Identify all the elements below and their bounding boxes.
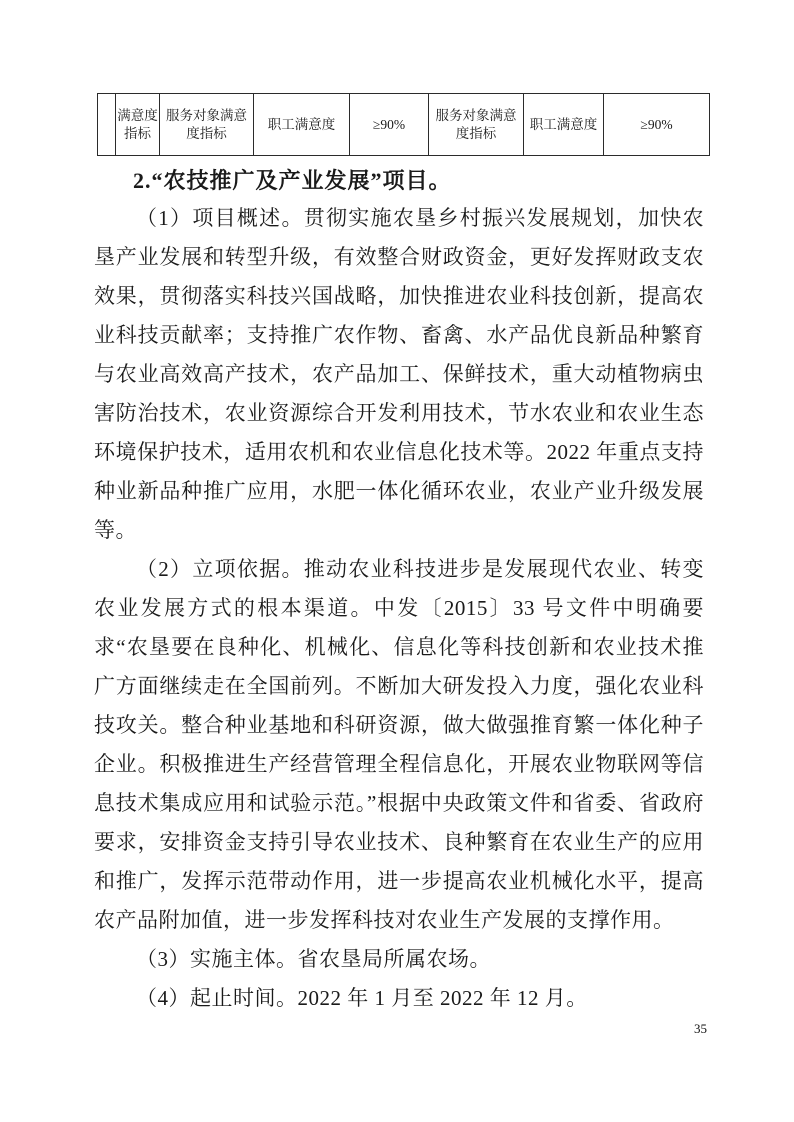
paragraph-time-period: （4）起止时间。2022 年 1 月至 2022 年 12 月。	[136, 986, 588, 1010]
table-row	[98, 94, 710, 156]
table-cell-spacer	[98, 94, 116, 156]
section-heading: 2.“农技推广及产业发展”项目。	[133, 168, 452, 193]
table-cell-satisfaction-indicator: 满意度指标	[116, 94, 160, 156]
table-cell-target-value: ≥90%	[350, 94, 429, 156]
table-cell-staff-satisfaction-2: 职工满意度	[524, 94, 604, 156]
paragraph-implementing-body: （3）实施主体。省农垦局所属农场。	[136, 947, 491, 971]
table-cell-target-value-2: ≥90%	[604, 94, 710, 156]
table-cell-service-target-satisfaction: 服务对象满意度指标	[160, 94, 254, 156]
table-cell-staff-satisfaction: 职工满意度	[254, 94, 350, 156]
paragraph-project-overview: （1）项目概述。贯彻实施农垦乡村振兴发展规划，加快农垦产业发展和转型升级，有效整合财政资金，更好发挥财政支农效果，贯彻落实科技兴国战略，加快推进农业科技创新，提高农业科技贡献率；支持推广农作物、畜禽、水产品优良新品种繁育与农业高效高产技术，农产品加工、保鲜技术，重大动植物病虫害防治技术，农业资源综合开发利用技术，节水农业和农业生态环境保护技术，适用农机和农业信息化技术等。2022 年重点支持种业新品种推广应用，水肥一体化循环农业，农业产业升级发展等。	[94, 206, 704, 542]
document-body	[94, 199, 704, 1018]
paragraph-project-basis: （2）立项依据。推动农业科技进步是发展现代农业、转变农业发展方式的根本渠道。中发〔2015〕33 号文件中明确要求“农垦要在良种化、机械化、信息化等科技创新和农业技术推广方面继续走在全国前列。不断加大研发投入力度，强化农业科技攻关。整合种业基地和科研资源，做大做强推育繁一体化种子企业。积极推进生产经营管理全程信息化，开展农业物联网等信息技术集成应用和试验示范。”根据中央政策文件和省委、省政府要求，安排资金支持引导农业技术、良种繁育在农业生产的应用和推广，发挥示范带动作用，进一步提高农业机械化水平，提高农产品附加值，进一步发挥科技对农业生产发展的支撑作用。	[94, 557, 704, 932]
satisfaction-indicator-table	[97, 93, 710, 156]
page-number: 35	[694, 1021, 707, 1036]
table-cell-service-target-satisfaction-2: 服务对象满意度指标	[429, 94, 524, 156]
